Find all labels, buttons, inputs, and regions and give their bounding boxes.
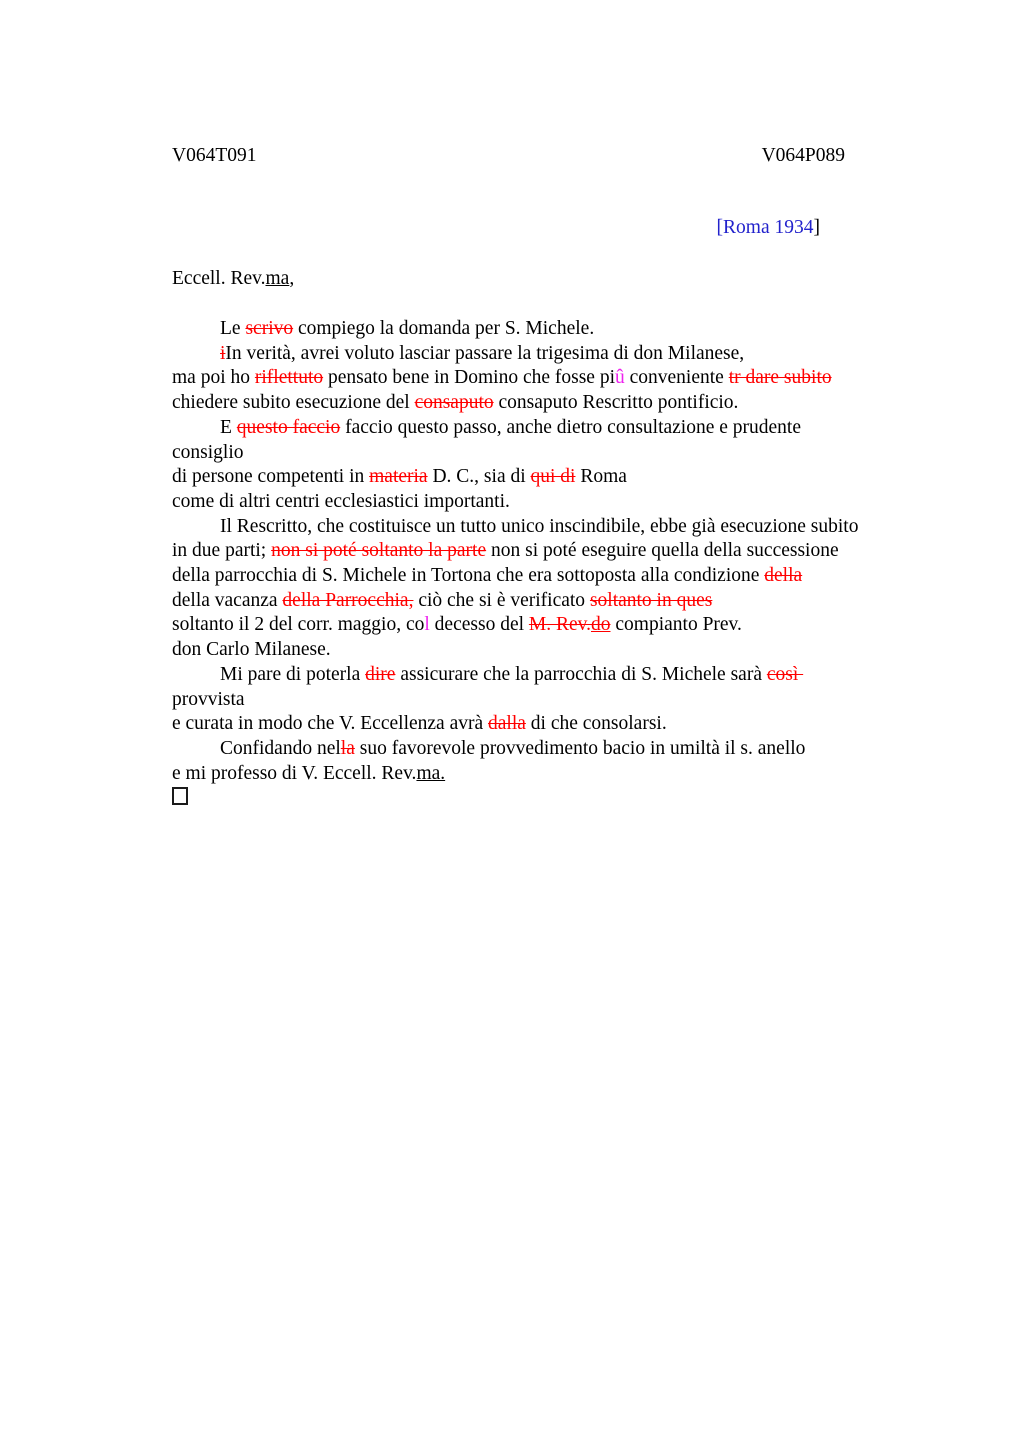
text-segment: suo favorevole provvedimento bacio in umiltà il s. anello: [354, 737, 806, 759]
deleted-text: dire: [365, 663, 396, 685]
text-segment: D. C., sia di: [427, 466, 531, 488]
letter-line: [172, 613, 964, 638]
text-segment: in due parti;: [172, 540, 272, 562]
letter-body: [172, 317, 964, 811]
text-segment: compiego la domanda per S. Michele.: [293, 318, 595, 339]
deleted-text: riflettuto: [254, 367, 324, 389]
letter-line: [172, 342, 964, 367]
deleted-text: qui di: [530, 466, 576, 488]
text-segment: conveniente: [624, 367, 729, 389]
text-segment: chiedere subito esecuzione del: [172, 392, 415, 414]
text-segment: provvista: [172, 688, 245, 710]
empty-box-glyph: [172, 787, 188, 805]
text-segment: di che consolarsi.: [525, 713, 667, 735]
underlined-text: ma.: [416, 762, 446, 784]
deleted-text: consaputo: [414, 392, 494, 414]
text-segment: don Carlo Milanese.: [172, 639, 331, 661]
underlined-text: ma: [265, 268, 290, 289]
deleted-text: soltanto in ques: [589, 589, 713, 611]
text-segment: ma poi ho: [172, 367, 255, 389]
text-segment: consaputo Rescritto pontificio.: [493, 392, 739, 414]
letter-line: [172, 441, 964, 466]
text-segment: pensato bene in Domino che fosse pi: [323, 367, 615, 389]
salutation-line: [172, 267, 294, 292]
deleted-text: scrivo: [245, 318, 294, 339]
letter-line: [172, 539, 964, 564]
letter-line: [172, 366, 964, 391]
dateline: [717, 216, 820, 241]
letter-line: [172, 737, 964, 762]
deleted-text: M. Rev.: [528, 614, 591, 636]
text-segment: ciò che si è verificato: [413, 589, 590, 611]
bracketed-date-text: [Roma 1934: [716, 217, 814, 238]
letter-line: [172, 762, 964, 787]
text-segment: E: [220, 416, 237, 438]
letter-line: [172, 638, 964, 663]
text-segment: Le: [220, 318, 246, 339]
letter-line: [172, 317, 964, 342]
text-segment: di persone competenti in: [172, 466, 370, 488]
text-segment: compianto Prev.: [610, 614, 742, 636]
text-segment: non si poté eseguire quella della successione: [486, 540, 839, 562]
text-segment: Roma: [575, 466, 627, 488]
letter-line: [172, 564, 964, 589]
letter-line: [172, 391, 964, 416]
text-segment: e mi professo di V. Eccell. Rev.: [172, 762, 417, 784]
letter-line: [172, 490, 964, 515]
text-segment: della parrocchia di S. Michele in Tortona che era sottoposta alla condizione: [172, 565, 765, 587]
letter-line: [172, 515, 964, 540]
deleted-underlined-text: do: [591, 614, 611, 636]
revision-char: û: [615, 367, 625, 389]
deleted-text: tr dare subito: [728, 367, 832, 389]
text-segment: consiglio: [172, 441, 244, 463]
text-segment: Il Rescritto, che costituisce un tutto unico inscindibile, ebbe già esecuzione subito: [220, 515, 859, 537]
deleted-text: la: [340, 737, 355, 759]
letter-line: [172, 416, 964, 441]
text-segment: della vacanza: [172, 589, 283, 611]
deleted-text: non si poté soltanto la parte: [271, 540, 487, 562]
header-code-left: V064T091: [172, 145, 257, 166]
text-segment: soltanto il 2 del corr. maggio, co: [172, 614, 425, 636]
deleted-text: della Parrocchia,: [282, 589, 414, 611]
letter-line: [172, 712, 964, 737]
header-code-right: V064P089: [761, 145, 845, 166]
deleted-text: questo faccio: [236, 416, 341, 438]
text-segment: decesso del: [429, 614, 529, 636]
text-segment: come di altri centri ecclesiastici importanti.: [172, 490, 510, 512]
letter-line: [172, 688, 964, 713]
letter-line: [172, 786, 964, 811]
text-segment: ]: [813, 217, 820, 238]
text-segment: faccio questo passo, anche dietro consultazione e prudente: [340, 416, 802, 438]
text-segment: e curata in modo che V. Eccellenza avrà: [172, 713, 488, 735]
deleted-text: della: [764, 565, 803, 587]
text-segment: Eccell. Rev.: [172, 268, 266, 289]
text-segment: In verità, avrei voluto lasciar passare la trigesima di don Milanese,: [225, 342, 745, 364]
letter-line: [172, 465, 964, 490]
text-segment: assicurare che la parrocchia di S. Michele sarà: [395, 663, 767, 685]
letter-line: [172, 663, 964, 688]
text-segment: ,: [289, 268, 295, 289]
deleted-text: i: [220, 342, 226, 364]
text-segment: Confidando nel: [220, 737, 341, 759]
text-segment: Mi pare di poterla: [220, 663, 366, 685]
deleted-text: materia: [369, 466, 428, 488]
deleted-text: dalla: [488, 713, 526, 735]
revision-char: l: [424, 614, 430, 636]
letter-line: [172, 589, 964, 614]
deleted-text: così: [766, 663, 804, 685]
